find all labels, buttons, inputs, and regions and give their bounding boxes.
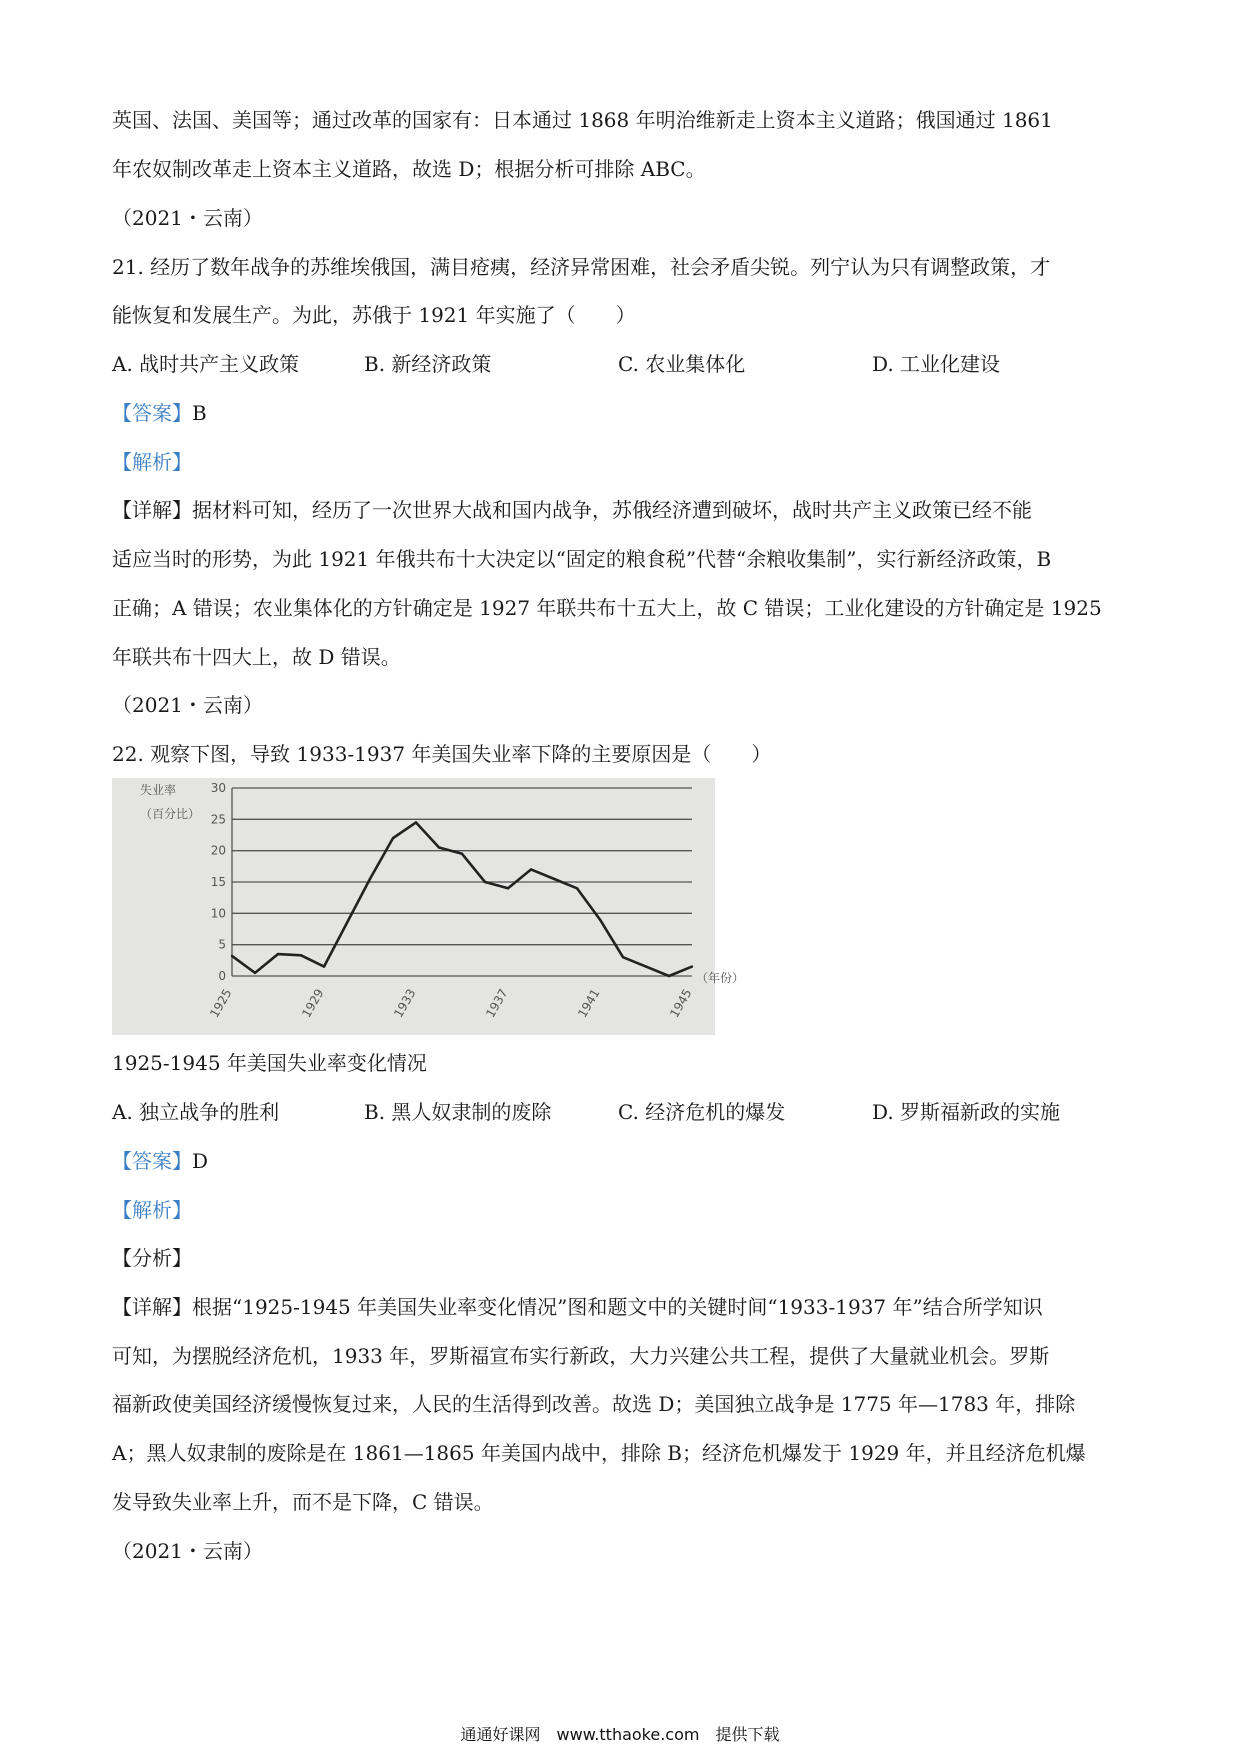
detail-text: 据材料可知，经历了一次世界大战和国内战争，苏俄经济遭到破坏，战时共产主义政策已经不能: [192, 498, 1032, 522]
data-point: [254, 972, 256, 974]
q22-option-d: D. 罗斯福新政的实施: [872, 1100, 1061, 1124]
unemployment-chart: [112, 778, 745, 1035]
data-point: [346, 922, 348, 924]
y-tick-label: 10: [210, 906, 226, 921]
q22-detail-line: 福新政使美国经济缓慢恢复过来，人民的生活得到改善。故选 D；美国独立战争是 1775 年—1783 年，排除: [112, 1392, 1076, 1416]
q22-answer: [112, 1147, 208, 1175]
data-point: [530, 868, 532, 870]
paragraph-line: 年农奴制改革走上资本主义道路，故选 D；根据分析可排除 ABC。: [112, 157, 706, 181]
analysis-tag: 【解析】: [112, 1198, 192, 1222]
q22-detail-line: A；黑人奴隶制的废除是在 1861—1865 年美国内战中，排除 B；经济危机爆发于 1929 年，并且经济危机爆: [112, 1441, 1086, 1465]
data-point: [392, 837, 394, 839]
unemployment-line: [232, 822, 692, 976]
chart-svg: [112, 778, 745, 1035]
data-point: [369, 878, 371, 880]
y-tick-label: 30: [210, 781, 226, 795]
q21-answer: [112, 399, 207, 427]
y-tick-label: 15: [210, 875, 226, 889]
source-label: （2021・云南）: [112, 693, 263, 717]
data-point: [553, 878, 555, 880]
q22-option-a: A. 独立战争的胜利: [112, 1100, 280, 1124]
data-point: [323, 965, 325, 967]
q21-option-d: D. 工业化建设: [872, 352, 1001, 376]
data-point: [231, 955, 233, 957]
data-point: [438, 846, 440, 848]
q22-detail: [112, 1293, 1043, 1321]
data-point: [484, 881, 486, 883]
q21-detail-line: 年联共布十四大上，故 D 错误。: [112, 645, 401, 669]
y-tick-label: 20: [210, 843, 226, 858]
q22-detail-line: 发导致失业率上升，而不是下降，C 错误。: [112, 1490, 494, 1514]
footer-credit: 通通好课网 www.tthaoke.com 提供下载: [460, 1725, 780, 1744]
detail-text: 根据“1925-1945 年美国失业率变化情况”图和题文中的关键时间“1933-1937 年”结合所学知识: [192, 1295, 1043, 1319]
x-tick-label: 1929: [299, 986, 327, 1020]
detail-tag: 【详解】: [112, 498, 192, 522]
y-axis-label: （百分比）: [140, 807, 201, 821]
analysis-tag: 【解析】: [112, 450, 192, 474]
answer-value: B: [192, 401, 207, 425]
q21-detail-line: 正确；A 错误；农业集体化的方针确定是 1927 年联共布十五大上，故 C 错误；工业化建设的方针确定是 1925: [112, 596, 1102, 620]
data-point: [277, 953, 279, 955]
data-point: [576, 887, 578, 889]
fenxi-tag: 【分析】: [112, 1246, 192, 1270]
question-21-stem: 21. 经历了数年战争的苏维埃俄国，满目疮痍，经济异常困难，社会矛盾尖锐。列宁认为只有调整政策，才: [112, 255, 1051, 279]
chart-caption: 1925-1945 年美国失业率变化情况: [112, 1051, 427, 1075]
source-label: （2021・云南）: [112, 1539, 263, 1563]
x-tick-label: 1933: [391, 986, 419, 1020]
data-point: [645, 965, 647, 967]
data-point: [622, 956, 624, 958]
question-22-stem: 22. 观察下图，导致 1933-1937 年美国失业率下降的主要原因是（ ）: [112, 742, 772, 766]
x-axis-label: （年份）: [696, 971, 745, 985]
data-point: [300, 954, 302, 956]
answer-value: D: [192, 1149, 209, 1173]
data-point: [461, 853, 463, 855]
q21-detail: [112, 496, 1032, 524]
q21-option-b: B. 新经济政策: [364, 352, 492, 376]
data-point: [668, 975, 670, 977]
q21-detail-line: 适应当时的形势，为此 1921 年俄共布十大决定以“固定的粮食税”代替“余粮收集制”，实行新经济政策，B: [112, 547, 1052, 571]
x-tick-label: 1925: [207, 986, 235, 1020]
q22-option-b: B. 黑人奴隶制的废除: [364, 1100, 552, 1124]
data-point: [415, 821, 417, 823]
q21-option-a: A. 战时共产主义政策: [112, 352, 300, 376]
y-axis-label: 失业率: [140, 783, 177, 797]
detail-tag: 【详解】: [112, 1295, 192, 1319]
x-tick-label: 1941: [575, 986, 603, 1020]
q21-option-c: C. 农业集体化: [618, 352, 746, 376]
y-tick-label: 5: [218, 937, 226, 952]
answer-tag: 【答案】: [112, 1149, 192, 1173]
data-point: [507, 887, 509, 889]
data-point: [691, 965, 693, 967]
y-tick-label: 25: [210, 812, 226, 827]
y-tick-label: 0: [218, 969, 226, 983]
answer-tag: 【答案】: [112, 401, 192, 425]
x-tick-label: 1937: [483, 986, 511, 1020]
source-label: （2021・云南）: [112, 206, 263, 230]
q22-detail-line: 可知，为摆脱经济危机，1933 年，罗斯福宣布实行新政，大力兴建公共工程，提供了大量就业机会。罗斯: [112, 1344, 1050, 1368]
paragraph-line: 英国、法国、美国等；通过改革的国家有：日本通过 1868 年明治维新走上资本主义道路；俄国通过 1861: [112, 108, 1053, 132]
question-21-stem: 能恢复和发展生产。为此，苏俄于 1921 年实施了（ ）: [112, 303, 636, 327]
x-tick-label: 1945: [667, 986, 695, 1020]
data-point: [599, 918, 601, 920]
q22-option-c: C. 经济危机的爆发: [618, 1100, 786, 1124]
